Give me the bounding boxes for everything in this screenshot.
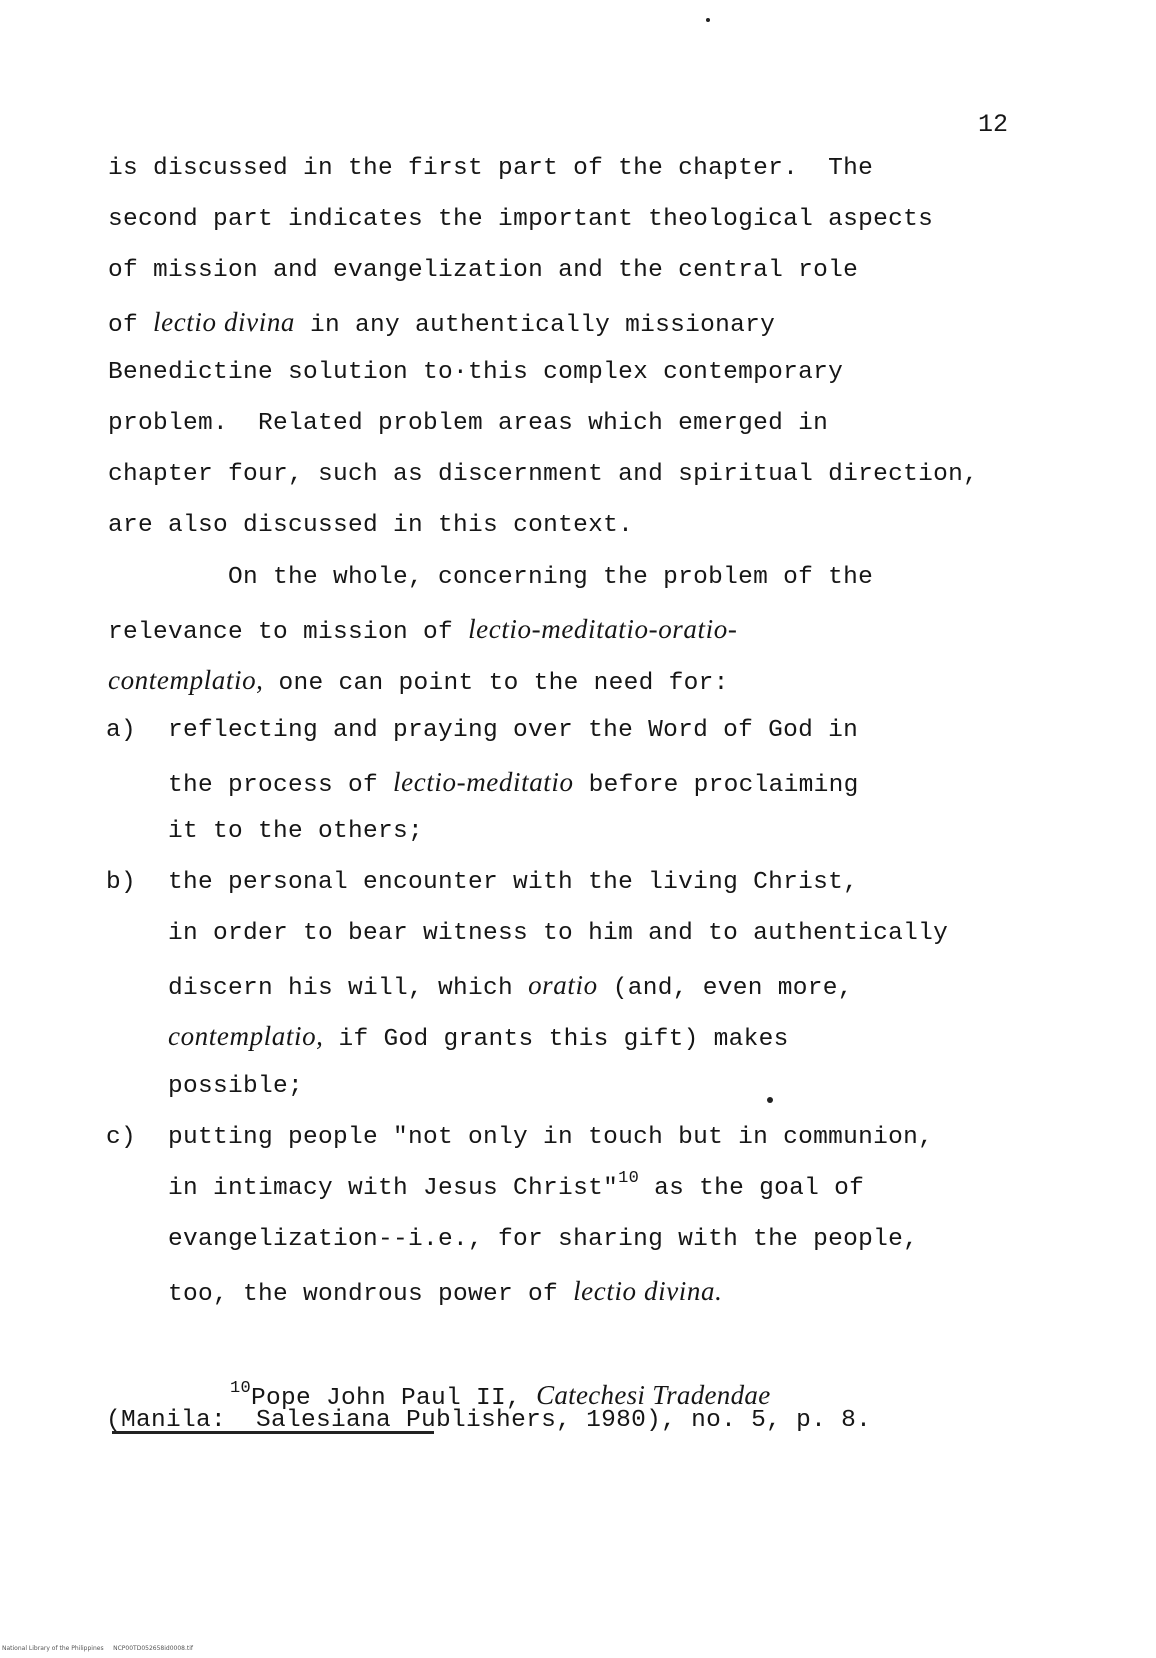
footnote-line: (Manila: Salesiana Publishers, 1980), no. 5, p. 8. [106, 1407, 872, 1434]
list-item-line: the personal encounter with the living Christ, [168, 869, 859, 896]
list-marker: c) [106, 1124, 137, 1151]
italic-term: lectio-meditatio [393, 767, 574, 797]
list-item-line: contemplatio, if God grants this gift) makes [168, 1021, 789, 1053]
paragraph-line: are also discussed in this context. [108, 512, 634, 539]
list-item-line: evangelization--i.e., for sharing with the people, [168, 1226, 919, 1253]
scan-speck [706, 18, 710, 22]
list-item-line: the process of lectio-meditatio before proclaiming [168, 767, 859, 799]
paragraph-line: of lectio divina in any authentically missionary [108, 307, 776, 339]
list-marker: a) [106, 717, 137, 744]
scan-credit: National Library of the Philippines NCP00TD052658id0008.tif [2, 1645, 194, 1652]
list-marker: b) [106, 869, 137, 896]
paragraph-line: Benedictine solution to·this complex contemporary [108, 359, 844, 386]
paragraph-line: chapter four, such as discernment and spiritual direction, [108, 461, 979, 488]
list-item-line: putting people "not only in touch but in communion, [168, 1124, 934, 1151]
list-item-line: it to the others; [168, 818, 424, 845]
italic-term: lectio divina [153, 307, 296, 337]
page-number: 12 [978, 110, 1009, 139]
list-item-line: reflecting and praying over the Word of God in [168, 717, 859, 744]
paragraph-line: second part indicates the important theological aspects [108, 206, 934, 233]
list-item-line: too, the wondrous power of lectio divina. [168, 1276, 723, 1308]
paragraph-line: On the whole, concerning the problem of the [228, 564, 874, 591]
footnote-reference: 10 [618, 1169, 640, 1188]
paragraph-line: relevance to mission of lectio-meditatio-oratio- [108, 614, 738, 646]
list-item-line: discern his will, which oratio (and, even more, [168, 970, 853, 1002]
paragraph-line: of mission and evangelization and the central role [108, 257, 859, 284]
scan-speck [767, 1097, 773, 1103]
footnote-line: $^{10}$Pope John Paul II, Catechesi Tradendae [230, 1379, 771, 1412]
paragraph-line: problem. Related problem areas which emerged in [108, 410, 829, 437]
paragraph-line: contemplatio, one can point to the need for: [108, 665, 729, 697]
italic-term: contemplatio, [108, 665, 264, 695]
italic-title: Catechesi Tradendae [536, 1380, 771, 1410]
paragraph-line: is discussed in the first part of the chapter. The [108, 155, 874, 182]
footnote-number: 10 [230, 1379, 252, 1398]
list-item-line: in intimacy with Jesus Christ"$^{10}$ as the goal of [168, 1169, 865, 1202]
italic-term: contemplatio, [168, 1021, 324, 1051]
list-item-line: possible; [168, 1073, 304, 1100]
italic-term: lectio-meditatio-oratio- [468, 614, 738, 644]
italic-term: lectio divina. [573, 1276, 723, 1306]
list-item-line: in order to bear witness to him and to authentically [168, 920, 949, 947]
italic-term: oratio [528, 970, 598, 1000]
